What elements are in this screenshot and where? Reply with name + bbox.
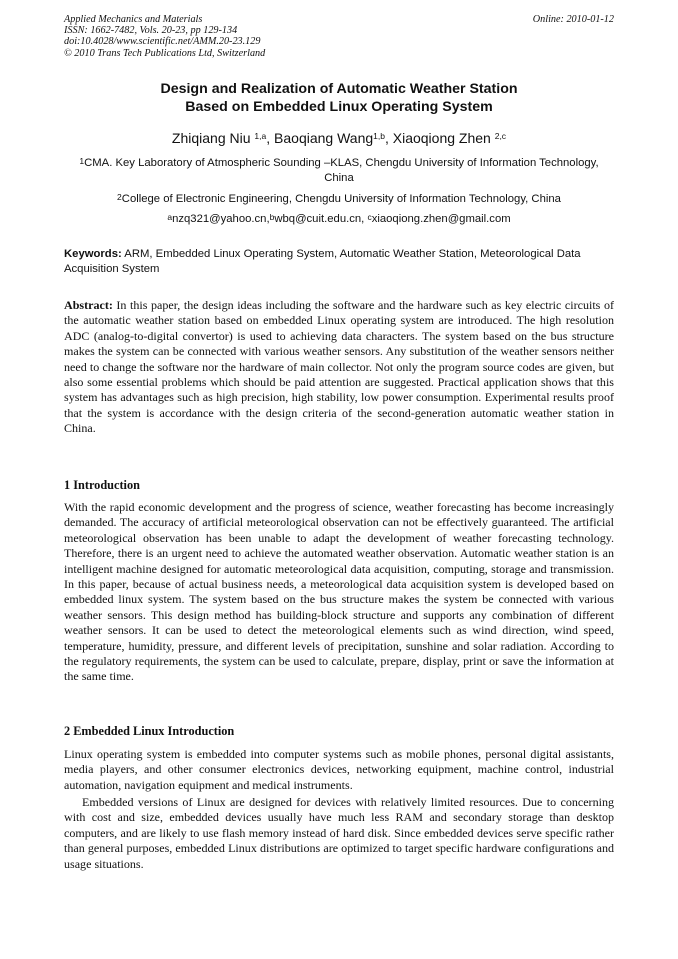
email-link[interactable]: xiaoqiong.zhen@gmail.com [371,213,511,225]
journal-name: Applied Mechanics and Materials [64,14,203,25]
author-name: Baoqiang Wang [274,130,374,146]
issn-line: ISSN: 1662-7482, Vols. 20-23, pp 129-134 [64,25,238,37]
affiliation-text: CMA. Key Laboratory of Atmospheric Sounding –KLAS, Chengdu University of Information Technology, China [84,157,599,184]
affiliation-sup: 1 [79,156,85,166]
abstract-text: In this paper, the design ideas including the software and the hardware such as key electric circuits of the automatic weather station based on embedded Linux operating system are introduced. The high resolution ADC (analog-to-digital convertor) is used to achieving data characters. The system based on the bus structure makes the system can be connected with various weather sensors. Any substitution of the weather sensors neither need to change the software nor the hardware of main collector. Not only the program source codes are given, but also some essential problems which should be paid attention are suggested. Practical application shows that this system has advantages such as high precision, high stability, low power consumption. Experimental results proof that the system is accordance with the design criteria of the second-generation automatic weather station in China. [64,298,614,436]
title-line-2: Based on Embedded Linux Operating System [185,99,493,115]
online-date: Online: 2010-01-12 [532,14,614,25]
keywords [64,247,614,277]
author-sup: 1,a [254,131,267,141]
doi-line: doi:10.4028/www.scientific.net/AMM.20-23.129 [64,36,261,48]
email-list [64,212,614,227]
copyright-line: © 2010 Trans Tech Publications Ltd, Switzerland [64,47,266,59]
email-link[interactable]: nzq321@yahoo.cn, [172,213,270,225]
affiliation-1 [64,156,614,186]
email-sup: c [367,212,372,222]
paper-title [64,80,614,116]
keywords-label: Keywords: [64,248,122,260]
title-line-1: Design and Realization of Automatic Weather Station [160,81,518,97]
email-sup: a [167,212,173,222]
author-sep: , [384,130,393,146]
journal-header [64,14,614,59]
embedded-linux-paragraph: Linux operating system is embedded into computer systems such as mobile phones, personal digital assistants, media players, and other consumer electronics devices, networking equipment, machine control, industrial automation, navigation equipment and medical instruments. [64,747,614,792]
abstract-label: Abstract: [64,298,113,312]
author-name: Xiaoqiong Zhen [392,130,491,146]
affiliation-sup: 2 [117,192,122,202]
keywords-text: ARM, Embedded Linux Operating System, Automatic Weather Station, Meteorological Data Acquisition System [64,248,581,275]
author-sep: , [266,130,275,146]
author-list [64,129,614,147]
embedded-linux-paragraph: Embedded versions of Linux are designed for devices with relatively limited resources. Due to concerning with cost and size, embedded devices usually have much less RAM and secondary storage than desktop computers, and are likely to use flash memory instead of hard disk. Since embedded devices serve specific rather than general purposes, embedded Linux distributions are optimized to target specific hardware configurations and usage situations. [64,795,614,871]
email-sup: b [269,212,275,222]
email-link[interactable]: wbq@cuit.edu.cn, [274,213,368,225]
affiliation-text: College of Electronic Engineering, Chengdu University of Information Technology, China [121,193,561,205]
author-sup: 2,c [494,131,507,141]
introduction-paragraph: With the rapid economic development and the progress of science, weather forecasting has become increasingly demanded. The accuracy of artificial meteorological observation can not be effectively guaranteed. The artificial meteorological observation has been unable to adapt the development of weather forecasting technology. Therefore, there is an urgent need to achieve the automated weather observation. Automatic weather station is an intelligent machine designed for automatic meteorological data acquisition, computing, storage and transmission. In this paper, because of actual business needs, a meteorological data acquisition system is developed based on embedded linux system. The system based on the bus structure makes the system be connected with various weather sensors. This design method has building-block structure and supports any combination of different weather sensors. It can be used to detect the meteorological elements such as wind direction, wind speed, temperature, humidity, pressure, and different levels of precipitation, sunshine and solar radiation. According to the regulatory requirements, the system can be used to calculate, prepare, display, print or save the information at the same time. [64,500,614,684]
section-heading-introduction: 1 Introduction [64,478,140,492]
abstract [64,298,614,437]
section-heading-embedded-linux: 2 Embedded Linux Introduction [64,724,235,738]
author-sup: 1,b [373,131,385,141]
author-name: Zhiqiang Niu [171,130,251,146]
affiliation-2 [64,192,614,207]
